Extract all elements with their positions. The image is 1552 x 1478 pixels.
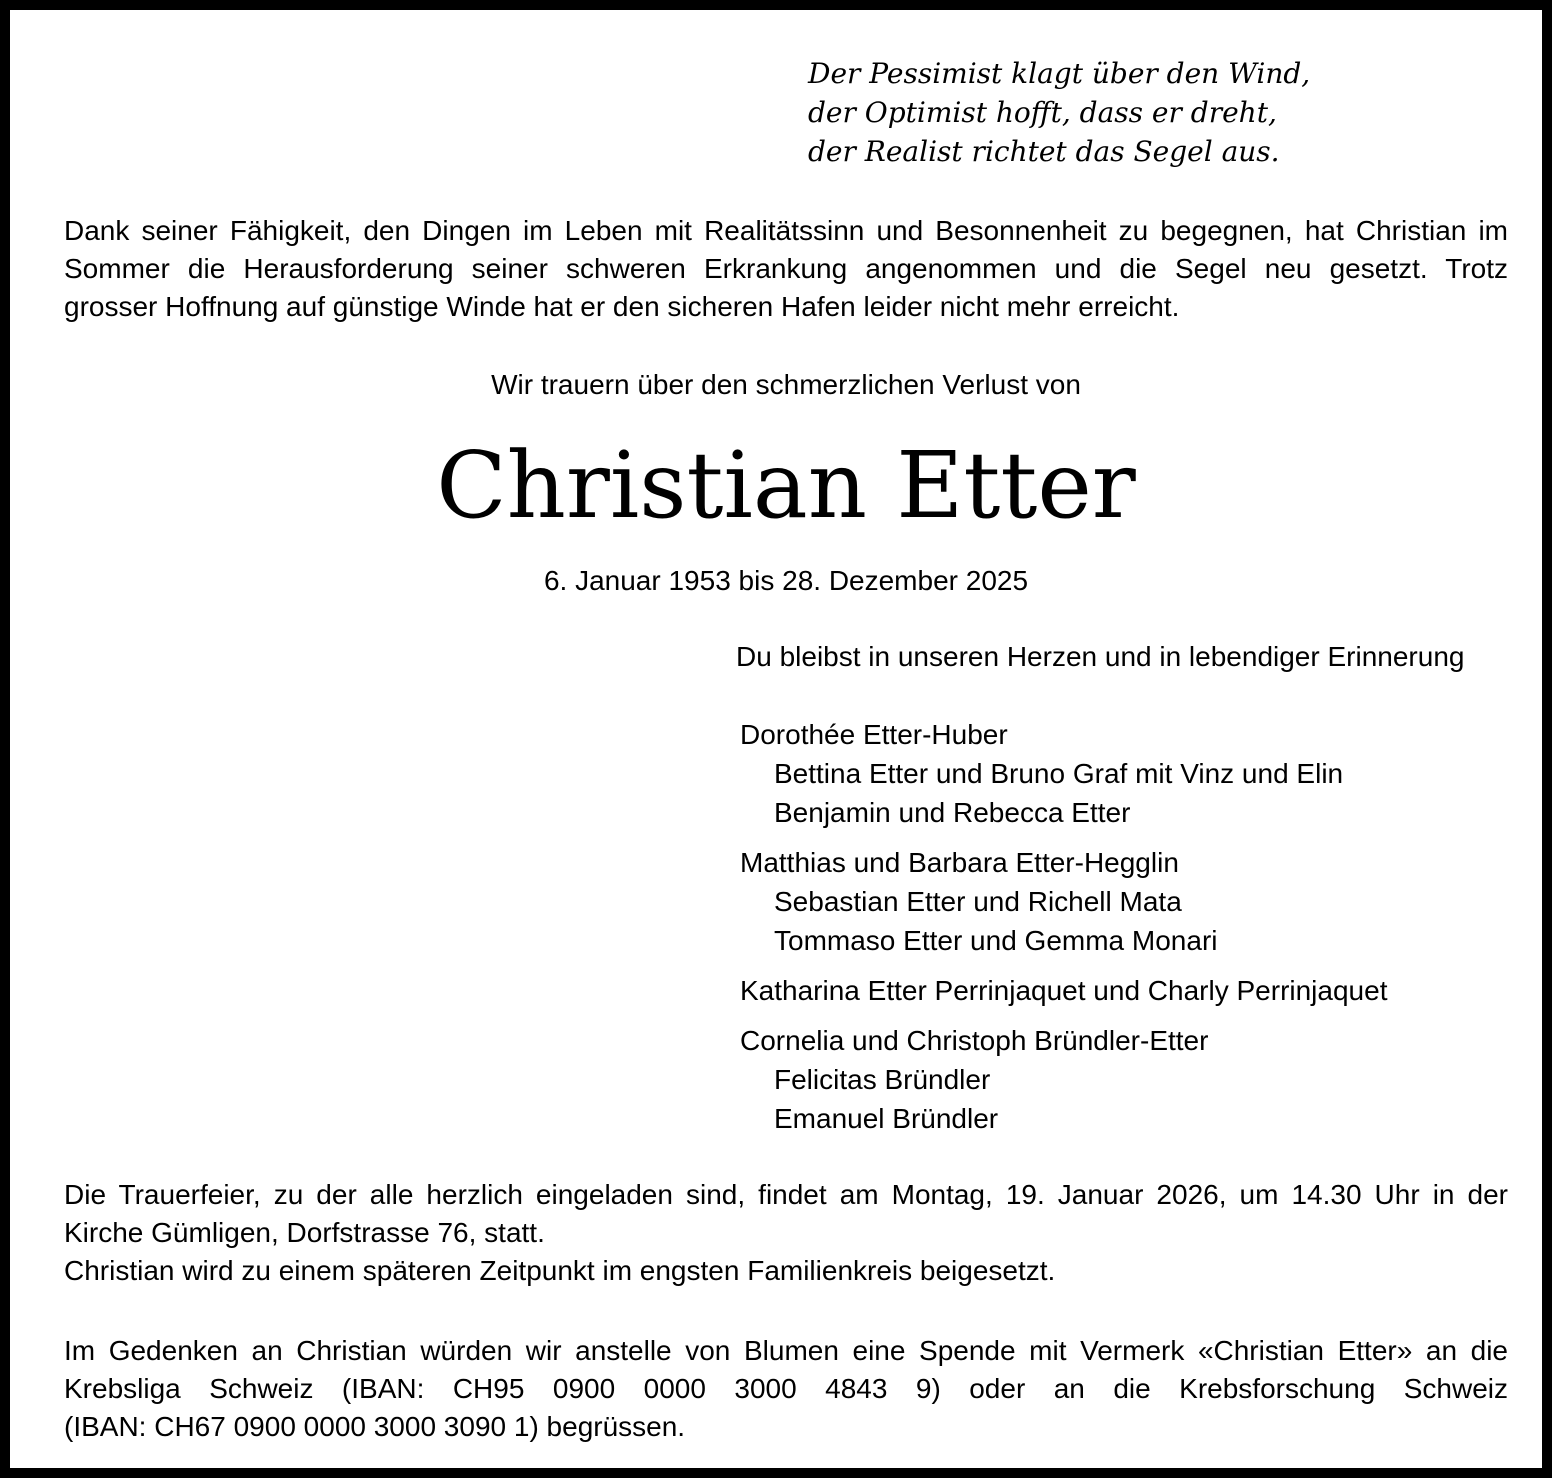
family-primary: Dorothée Etter-Huber (740, 719, 1008, 750)
intro-line: Dank seiner Fähigkeit, den Dingen im Leben mit Realitätssinn und Besonnenheit zu begegnen, hat Christian im (64, 215, 1508, 246)
family-group (740, 1021, 1530, 1138)
family-member: Benjamin und Rebecca Etter (774, 797, 1131, 828)
family-list (740, 715, 1530, 1149)
deceased-name: Christian Etter (436, 432, 1136, 539)
service-line: Christian wird zu einem späteren Zeitpunkt im engsten Familienkreis beigesetzt. (64, 1255, 1056, 1286)
life-dates: 6. Januar 1953 bis 28. Dezember 2025 (543, 565, 1029, 596)
motto-line: der Optimist hofft, dass er dreht, (808, 96, 1277, 129)
motto-quote (808, 54, 1508, 171)
donation-line: Krebsliga Schweiz (IBAN: CH95 0900 0000 3000 4843 9) oder an die Krebsforschung Schweiz (64, 1373, 1508, 1404)
memory-line: Du bleibst in unseren Herzen und in lebendiger Erinnerung (736, 641, 1465, 672)
mourning-line: Wir trauern über den schmerzlichen Verlust von (491, 369, 1081, 400)
family-group (740, 843, 1530, 960)
family-primary: Katharina Etter Perrinjaquet und Charly Perrinjaquet (740, 975, 1388, 1006)
intro-line: grosser Hoffnung auf günstige Winde hat er den sicheren Hafen leider nicht mehr erreicht. (64, 291, 1180, 322)
donation-paragraph (64, 1332, 1508, 1446)
motto-line: der Realist richtet das Segel aus. (808, 135, 1280, 168)
family-primary: Cornelia und Christoph Bründler-Etter (740, 1025, 1209, 1056)
family-member: Emanuel Bründler (774, 1103, 999, 1134)
family-member: Sebastian Etter und Richell Mata (774, 886, 1182, 917)
donation-line: Im Gedenken an Christian würden wir anstelle von Blumen eine Spende mit Vermerk «Christian Etter» an die (64, 1335, 1508, 1366)
service-line: Die Trauerfeier, zu der alle herzlich eingeladen sind, findet am Montag, 19. Januar 2026, um 14.30 Uhr in der (64, 1179, 1508, 1210)
family-primary: Matthias und Barbara Etter-Hegglin (740, 847, 1179, 878)
intro-paragraph (64, 212, 1508, 326)
motto-line: Der Pessimist klagt über den Wind, (808, 57, 1311, 90)
family-group (740, 971, 1530, 1010)
family-member: Felicitas Bründler (774, 1064, 991, 1095)
donation-line: (IBAN: CH67 0900 0000 3000 3090 1) begrüssen. (64, 1411, 686, 1442)
service-paragraph (64, 1176, 1508, 1290)
family-member: Bettina Etter und Bruno Graf mit Vinz und Elin (774, 758, 1344, 789)
intro-line: Sommer die Herausforderung seiner schweren Erkrankung angenommen und die Segel neu gesetzt. Trotz (64, 253, 1508, 284)
family-group (740, 715, 1530, 832)
family-member: Tommaso Etter und Gemma Monari (774, 925, 1218, 956)
service-line: Kirche Gümligen, Dorfstrasse 76, statt. (64, 1217, 545, 1248)
